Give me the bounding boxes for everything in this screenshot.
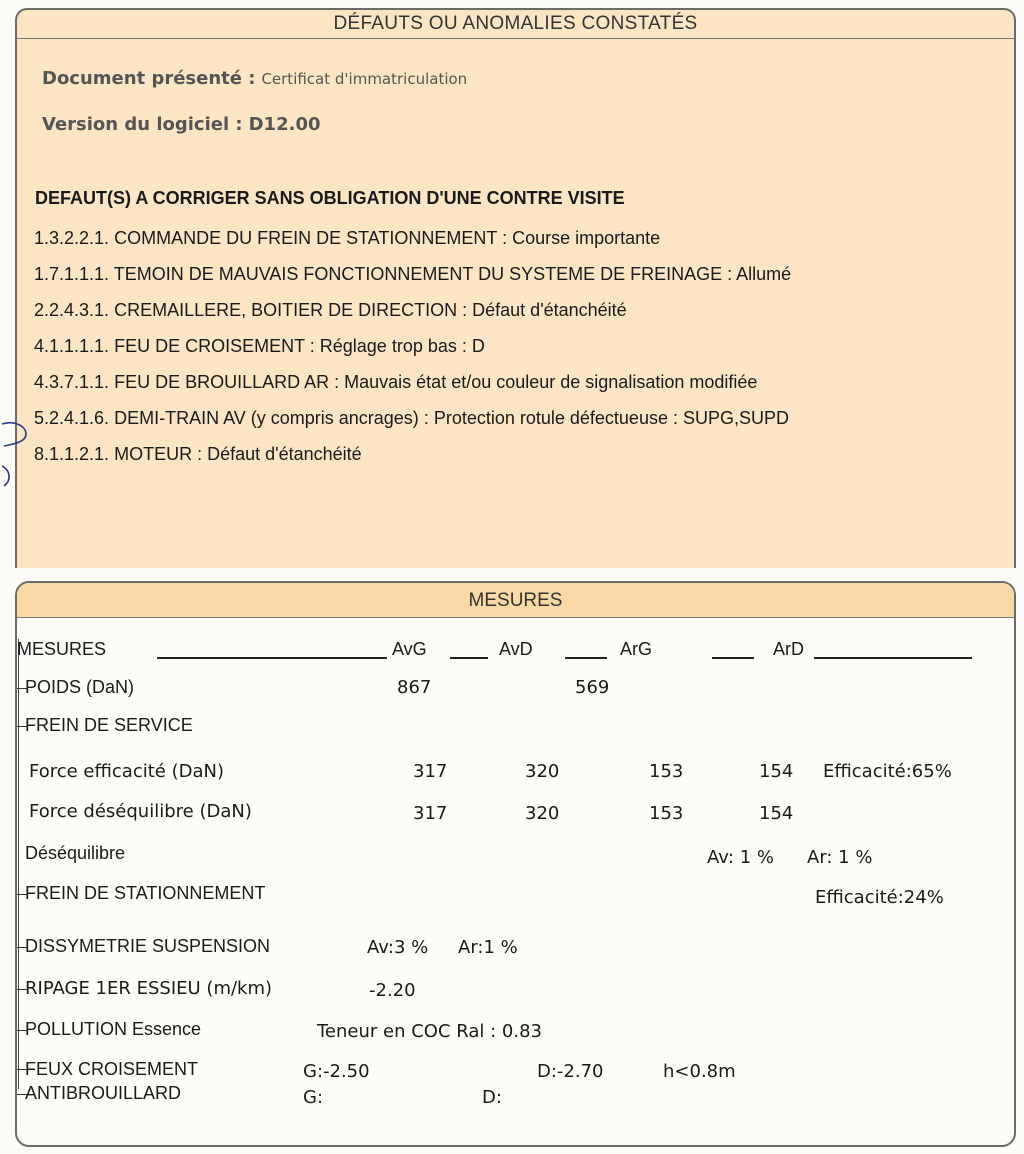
poids-avg: 867 xyxy=(397,677,432,698)
force-desequilibre-avd: 320 xyxy=(525,803,560,824)
defect-detail: : Allumé xyxy=(722,264,792,284)
header-ard: ArD xyxy=(773,639,804,659)
defect-code: 2.2.4.3.1. xyxy=(34,300,110,320)
document-value: Certificat d'immatriculation xyxy=(261,70,468,88)
force-desequilibre-arg: 153 xyxy=(649,803,684,824)
header-avd: AvD xyxy=(499,639,533,659)
feux-croisement-h: h<0.8m xyxy=(663,1061,736,1082)
document-presented xyxy=(42,68,467,89)
defects-panel-title: DÉFAUTS OU ANOMALIES CONSTATÉS xyxy=(17,10,1014,39)
dissymetrie-ar: Ar:1 % xyxy=(458,937,518,958)
force-desequilibre-avg: 317 xyxy=(413,803,448,824)
force-efficacite-arg: 153 xyxy=(649,761,684,782)
defect-label: COMMANDE DU FREIN DE STATIONNEMENT xyxy=(114,228,498,248)
software-version xyxy=(42,114,321,135)
version-value: D12.00 xyxy=(248,114,321,135)
defect-item xyxy=(34,300,791,336)
force-efficacite-avg: 317 xyxy=(413,761,448,782)
defect-item xyxy=(34,444,791,480)
antibrouillard-g: G: xyxy=(303,1087,324,1108)
desequilibre-label: Déséquilibre xyxy=(25,843,126,863)
dissymetrie-av: Av:3 % xyxy=(367,937,429,958)
defect-code: 4.1.1.1.1. xyxy=(34,336,110,356)
measures-panel-title: MESURES xyxy=(17,583,1014,618)
ripage-label: RIPAGE 1ER ESSIEU (m/km) xyxy=(25,978,273,999)
poids-label: POIDS (DaN) xyxy=(25,677,135,697)
frein-service-label: FREIN DE SERVICE xyxy=(25,715,193,735)
defect-item xyxy=(34,408,791,444)
poids-arg: 569 xyxy=(575,677,610,698)
antibrouillard-label: ANTIBROUILLARD xyxy=(25,1083,182,1103)
force-efficacite-label: Force efficacité (DaN) xyxy=(29,761,224,782)
defects-panel xyxy=(15,8,1016,568)
defect-item xyxy=(34,228,791,264)
measures-panel xyxy=(15,581,1016,1147)
header-rule xyxy=(157,657,387,659)
feux-croisement-g: G:-2.50 xyxy=(303,1061,370,1082)
defect-detail: : Défaut d'étanchéité xyxy=(457,300,627,320)
version-label: Version du logiciel : xyxy=(42,114,243,135)
defect-item xyxy=(34,264,791,300)
header-avg: AvG xyxy=(392,639,427,659)
ripage-value: -2.20 xyxy=(369,980,416,1001)
force-efficacite-avd: 320 xyxy=(525,761,560,782)
defect-label: FEU DE CROISEMENT xyxy=(114,336,305,356)
header-rule xyxy=(814,657,972,659)
defect-label: FEU DE BROUILLARD AR xyxy=(114,372,330,392)
defect-label: MOTEUR xyxy=(114,444,193,464)
defect-label: DEMI-TRAIN AV (y compris ancrages) xyxy=(114,408,419,428)
defect-code: 4.3.7.1.1. xyxy=(34,372,110,392)
frein-stationnement-efficacite: Efficacité:24% xyxy=(815,887,944,908)
defect-item xyxy=(34,336,791,372)
defect-detail: : Défaut d'étanchéité xyxy=(192,444,362,464)
feux-croisement-d: D:-2.70 xyxy=(537,1061,604,1082)
header-rule xyxy=(712,657,754,659)
defect-item xyxy=(34,372,791,408)
header-arg: ArG xyxy=(620,639,653,659)
document-label: Document présenté : xyxy=(42,68,256,89)
defect-detail: : Mauvais état et/ou couleur de signalisation modifiée xyxy=(329,372,758,392)
desequilibre-av: Av: 1 % xyxy=(707,847,774,868)
defects-section-heading: DEFAUT(S) A CORRIGER SANS OBLIGATION D'UNE CONTRE VISITE xyxy=(35,188,625,208)
defect-detail: : Réglage trop bas : D xyxy=(304,336,485,356)
defect-detail: : Course importante xyxy=(497,228,661,248)
handwritten-bracket-mark xyxy=(0,410,30,490)
feux-croisement-label: FEUX CROISEMENT xyxy=(25,1059,199,1079)
header-label: MESURES xyxy=(17,639,107,659)
left-rule xyxy=(18,639,19,1089)
defect-code: 1.3.2.2.1. xyxy=(34,228,110,248)
desequilibre-ar: Ar: 1 % xyxy=(807,847,873,868)
defect-label: CREMAILLERE, BOITIER DE DIRECTION xyxy=(114,300,458,320)
force-desequilibre-ard: 154 xyxy=(759,803,794,824)
dissymetrie-label: DISSYMETRIE SUSPENSION xyxy=(25,936,271,956)
frein-stationnement-label: FREIN DE STATIONNEMENT xyxy=(25,883,266,903)
defect-label: TEMOIN DE MAUVAIS FONCTIONNEMENT DU SYSTEME DE FREINAGE xyxy=(113,264,723,284)
defect-detail: : Protection rotule défectueuse : SUPG,SUPD xyxy=(418,408,789,428)
header-rule xyxy=(450,657,488,659)
defect-code: 8.1.1.2.1. xyxy=(34,444,110,464)
antibrouillard-d: D: xyxy=(482,1087,502,1108)
defect-code: 5.2.4.1.6. xyxy=(34,408,110,428)
pollution-value: Teneur en COC Ral : 0.83 xyxy=(317,1021,542,1042)
defects-list xyxy=(34,228,791,480)
pollution-label: POLLUTION Essence xyxy=(25,1019,202,1039)
header-rule xyxy=(565,657,607,659)
force-desequilibre-label: Force déséquilibre (DaN) xyxy=(29,801,252,822)
force-efficacite-ard: 154 xyxy=(759,761,794,782)
frein-service-efficacite: Efficacité:65% xyxy=(823,761,952,782)
defect-code: 1.7.1.1.1. xyxy=(34,264,110,284)
